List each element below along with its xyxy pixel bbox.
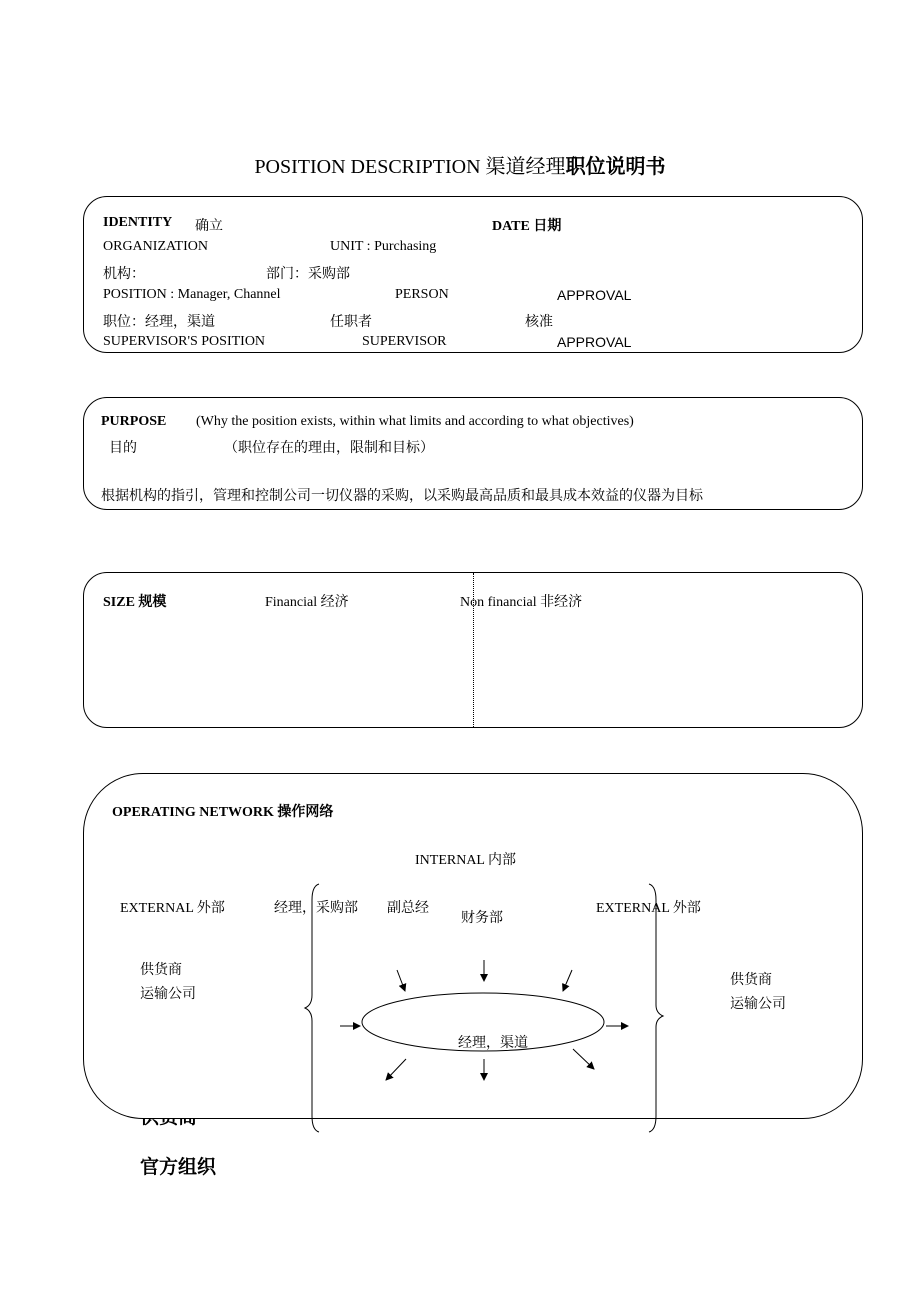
person-label-cn: 任职者: [330, 315, 372, 330]
position-label: POSITION : Manager, Channel: [103, 287, 281, 302]
network-label: OPERATING NETWORK 操作网络: [112, 805, 334, 820]
organization-label: ORGANIZATION: [103, 239, 208, 254]
internal-item-finance: 财务部: [461, 911, 503, 926]
supervisor-label: SUPERVISOR: [362, 334, 447, 349]
approval-label-cn: 核准: [525, 315, 553, 330]
purpose-description: (Why the position exists, within what limits and according to what objectives): [196, 414, 634, 429]
position-label-cn: 职位：经理，渠道: [103, 315, 215, 330]
supervisor-position-label: SUPERVISOR'S POSITION: [103, 334, 266, 349]
identity-label-cn: 确立: [195, 219, 223, 234]
internal-item-purchasing: 经理，采购部: [274, 901, 358, 916]
supervisor-approval-label: APPROVAL: [557, 334, 632, 350]
person-label: PERSON: [395, 287, 449, 302]
right-brace: [649, 884, 663, 1132]
arrow-top-right: [563, 970, 572, 991]
external-right-label: EXTERNAL 外部: [596, 901, 701, 916]
date-label: DATE 日期: [492, 219, 562, 234]
size-label: SIZE 规模: [103, 595, 167, 610]
approval-label: APPROVAL: [557, 287, 632, 303]
purpose-text: 根据机构的指引，管理和控制公司一切仪器的采购，以采购最高品质和最具成本效益的仪器为目标: [101, 489, 703, 504]
internal-label: INTERNAL 内部: [415, 853, 516, 868]
purpose-label-cn: 目的: [109, 441, 137, 456]
organization-label-cn: 机构：: [103, 267, 145, 282]
center-position: 经理，渠道: [458, 1036, 528, 1051]
arrow-top-left: [397, 970, 405, 991]
internal-item-vp: 副总经: [387, 901, 429, 916]
non-financial-label: Non financial 非经济: [460, 595, 583, 610]
left-transport: 运输公司: [140, 987, 196, 1002]
page-title: POSITION DESCRIPTION 渠道经理职位说明书: [254, 156, 666, 178]
arrow-bottom-right: [573, 1049, 594, 1069]
center-ellipse: [362, 993, 604, 1051]
unit-label-cn: 部门：采购部: [266, 267, 350, 282]
unit-label: UNIT : Purchasing: [330, 239, 437, 254]
external-left-label: EXTERNAL 外部: [120, 901, 225, 916]
right-supplier: 供货商: [730, 973, 772, 988]
arrow-bottom-left: [386, 1059, 406, 1080]
left-supplier: 供货商: [140, 963, 182, 978]
right-transport: 运输公司: [730, 997, 786, 1012]
overflow-official-org: 官方组织: [140, 1157, 217, 1178]
identity-label: IDENTITY: [103, 215, 173, 230]
financial-label: Financial 经济: [265, 595, 349, 610]
left-brace: [305, 884, 319, 1132]
purpose-description-cn: （职位存在的理由，限制和目标）: [224, 441, 434, 456]
purpose-label: PURPOSE: [101, 414, 167, 429]
